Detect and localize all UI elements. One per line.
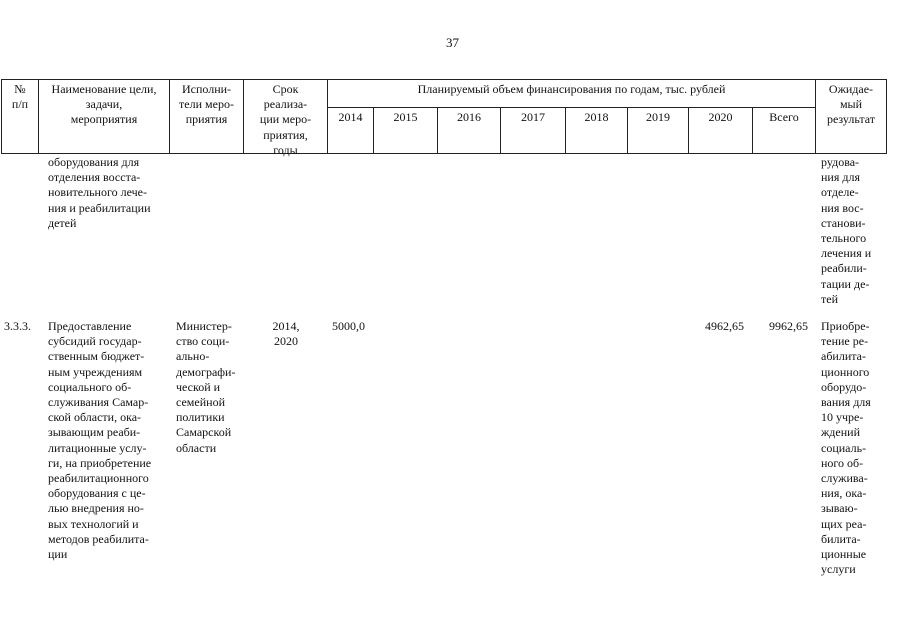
row-executors-cell: Министер- ство соци- ально- демографи- ческой и семейной политики Самарской области bbox=[176, 319, 236, 455]
row-value-total: 9962,65 bbox=[769, 319, 808, 333]
row-value-2014: 5000,0 bbox=[332, 319, 365, 333]
header-year-2018: 2018 bbox=[584, 110, 609, 124]
header-year-2017: 2017 bbox=[521, 110, 545, 124]
header-executors: Исполни- тели меро- приятия bbox=[179, 82, 234, 127]
row-term-cell: 2014, 2020 bbox=[272, 319, 300, 349]
header-term: Срок реализа- ции меро- приятия, годы bbox=[259, 82, 312, 157]
row-name-cell: Предоставление субсидий государ- ственным бюджет- ным учреждениям социального об- служивания Самар- ской области, ока- зывающим реаби- литационные услу- ги, на приобретение реабилитационного оборудования с це- лью внедрения но- вых технологий и методов реабилита- ции bbox=[48, 319, 152, 562]
page-number: 37 bbox=[446, 35, 459, 50]
header-total: Всего bbox=[769, 110, 799, 124]
row-result-cell: Приобре- тение ре- абилита- ционного оборудо- вания для 10 учре- ждений социаль- ного об- служива- ния, ока- зываю- щих реа- билита- ционные услуги bbox=[821, 319, 871, 577]
header-year-2015: 2015 bbox=[393, 110, 418, 124]
row-value-2020: 4962,65 bbox=[705, 319, 744, 333]
header-year-2014: 2014 bbox=[338, 110, 363, 124]
header-num: № п/п bbox=[11, 82, 29, 112]
row-num-cell: 3.3.3. bbox=[4, 319, 31, 333]
header-year-2016: 2016 bbox=[457, 110, 481, 124]
header-name: Наименование цели, задачи, мероприятия bbox=[51, 82, 157, 127]
header-year-divider bbox=[327, 107, 815, 108]
row-result-cell: рудова- ния для отделе- ния вос- станови- тельного лечения и реабили- тации де- тей bbox=[821, 155, 872, 306]
header-top-border bbox=[1, 79, 887, 80]
col-border bbox=[886, 79, 887, 153]
header-year-2019: 2019 bbox=[646, 110, 670, 124]
row-name-cell: оборудования для отделения восста- новительного лече- ния и реабилитации детей bbox=[48, 155, 151, 230]
header-bottom-border bbox=[1, 153, 887, 154]
header-year-2020: 2020 bbox=[708, 110, 733, 124]
header-funding: Планируемый объем финансирования по годам, тыс. рублей bbox=[417, 82, 726, 96]
header-result: Ожидае- мый результат bbox=[826, 82, 876, 127]
